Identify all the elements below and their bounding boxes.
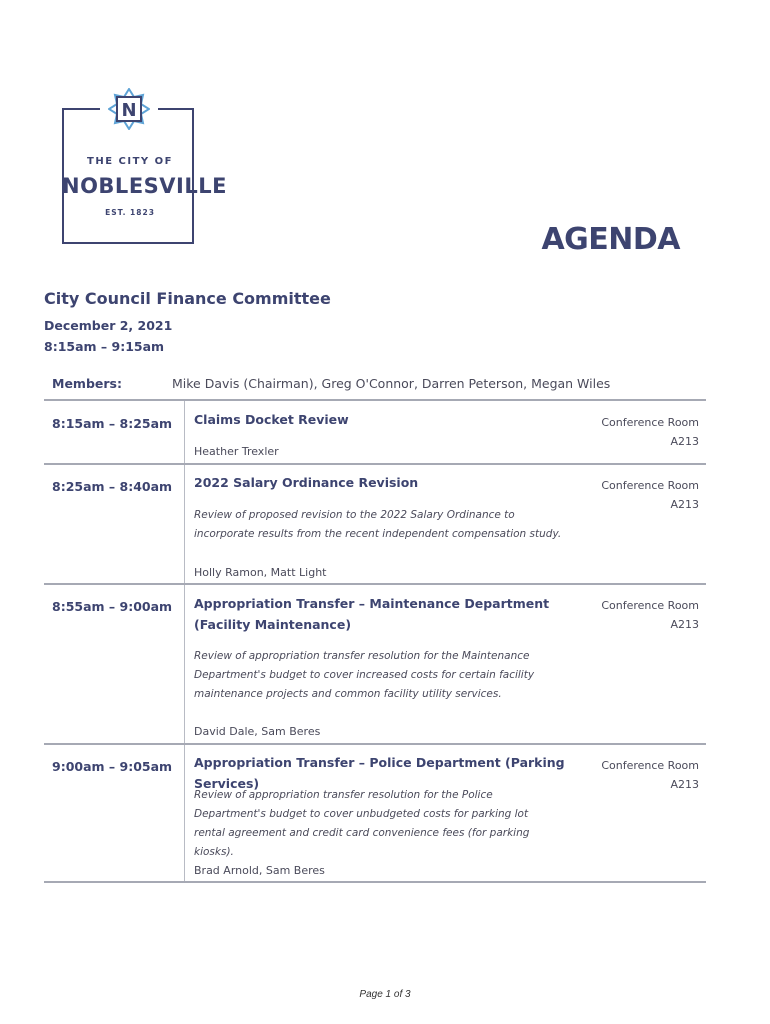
item-title: Claims Docket Review [194, 412, 349, 427]
item-description: Review of appropriation transfer resolution for the Maintenance Department's budget to cover increased costs for certain facility maintenance projects and common facility utility services. [194, 650, 535, 700]
divider [44, 743, 706, 745]
room-number: A213 [670, 778, 699, 791]
item-presenter: David Dale, Sam Beres [194, 725, 321, 738]
item-time: 8:25am – 8:40am [52, 479, 173, 494]
item-room [580, 596, 699, 634]
item-room [580, 476, 699, 514]
page-number: Page 1 of 3 [359, 989, 411, 1000]
logo-established: EST. 1823 [105, 208, 155, 217]
committee-name: City Council Finance Committee [44, 289, 331, 308]
divider [44, 399, 706, 401]
logo-star-icon [108, 88, 150, 130]
item-room [580, 756, 699, 794]
item-presenter: Brad Arnold, Sam Beres [194, 864, 325, 877]
item-presenter: Holly Ramon, Matt Light [194, 566, 327, 579]
item-description: Review of appropriation transfer resolution for the Police Department's budget to cover unbudgeted costs for parking lot rental agreement and credit card convenience fees (for parking kiosks). [194, 789, 530, 858]
item-title: Appropriation Transfer – Maintenance Department (Facility Maintenance) [194, 596, 550, 632]
item-time: 9:00am – 9:05am [52, 759, 173, 774]
item-time: 8:15am – 8:25am [52, 416, 173, 431]
room-name: Conference Room [601, 479, 699, 492]
logo-letter: N [121, 100, 137, 121]
room-number: A213 [670, 435, 699, 448]
room-name: Conference Room [601, 416, 699, 429]
meeting-date: December 2, 2021 [44, 318, 173, 333]
item-presenter: Heather Trexler [194, 445, 279, 458]
item-title: 2022 Salary Ordinance Revision [194, 475, 419, 490]
divider [44, 583, 706, 585]
room-number: A213 [670, 498, 699, 511]
column-divider [184, 401, 185, 463]
divider [44, 881, 706, 883]
logo-line-city-of: THE CITY OF [87, 156, 173, 167]
room-number: A213 [670, 618, 699, 631]
room-name: Conference Room [601, 759, 699, 772]
page-title: AGENDA [541, 222, 680, 257]
members-list: Mike Davis (Chairman), Greg O'Connor, Darren Peterson, Megan Wiles [172, 376, 611, 391]
city-logo [62, 86, 227, 248]
divider [44, 463, 706, 465]
item-time: 8:55am – 9:00am [52, 599, 173, 614]
item-room [580, 413, 699, 451]
item-description: Review of proposed revision to the 2022 Salary Ordinance to incorporate results from the recent independent compensation study. [194, 509, 562, 540]
column-divider [184, 465, 185, 583]
room-name: Conference Room [601, 599, 699, 612]
column-divider [184, 745, 185, 881]
meeting-time: 8:15am – 9:15am [44, 339, 165, 354]
item-title: Appropriation Transfer – Police Department (Parking Services) [194, 755, 565, 791]
logo-city-name: NOBLESVILLE [62, 174, 227, 198]
column-divider [184, 585, 185, 743]
members-label: Members: [52, 376, 122, 391]
